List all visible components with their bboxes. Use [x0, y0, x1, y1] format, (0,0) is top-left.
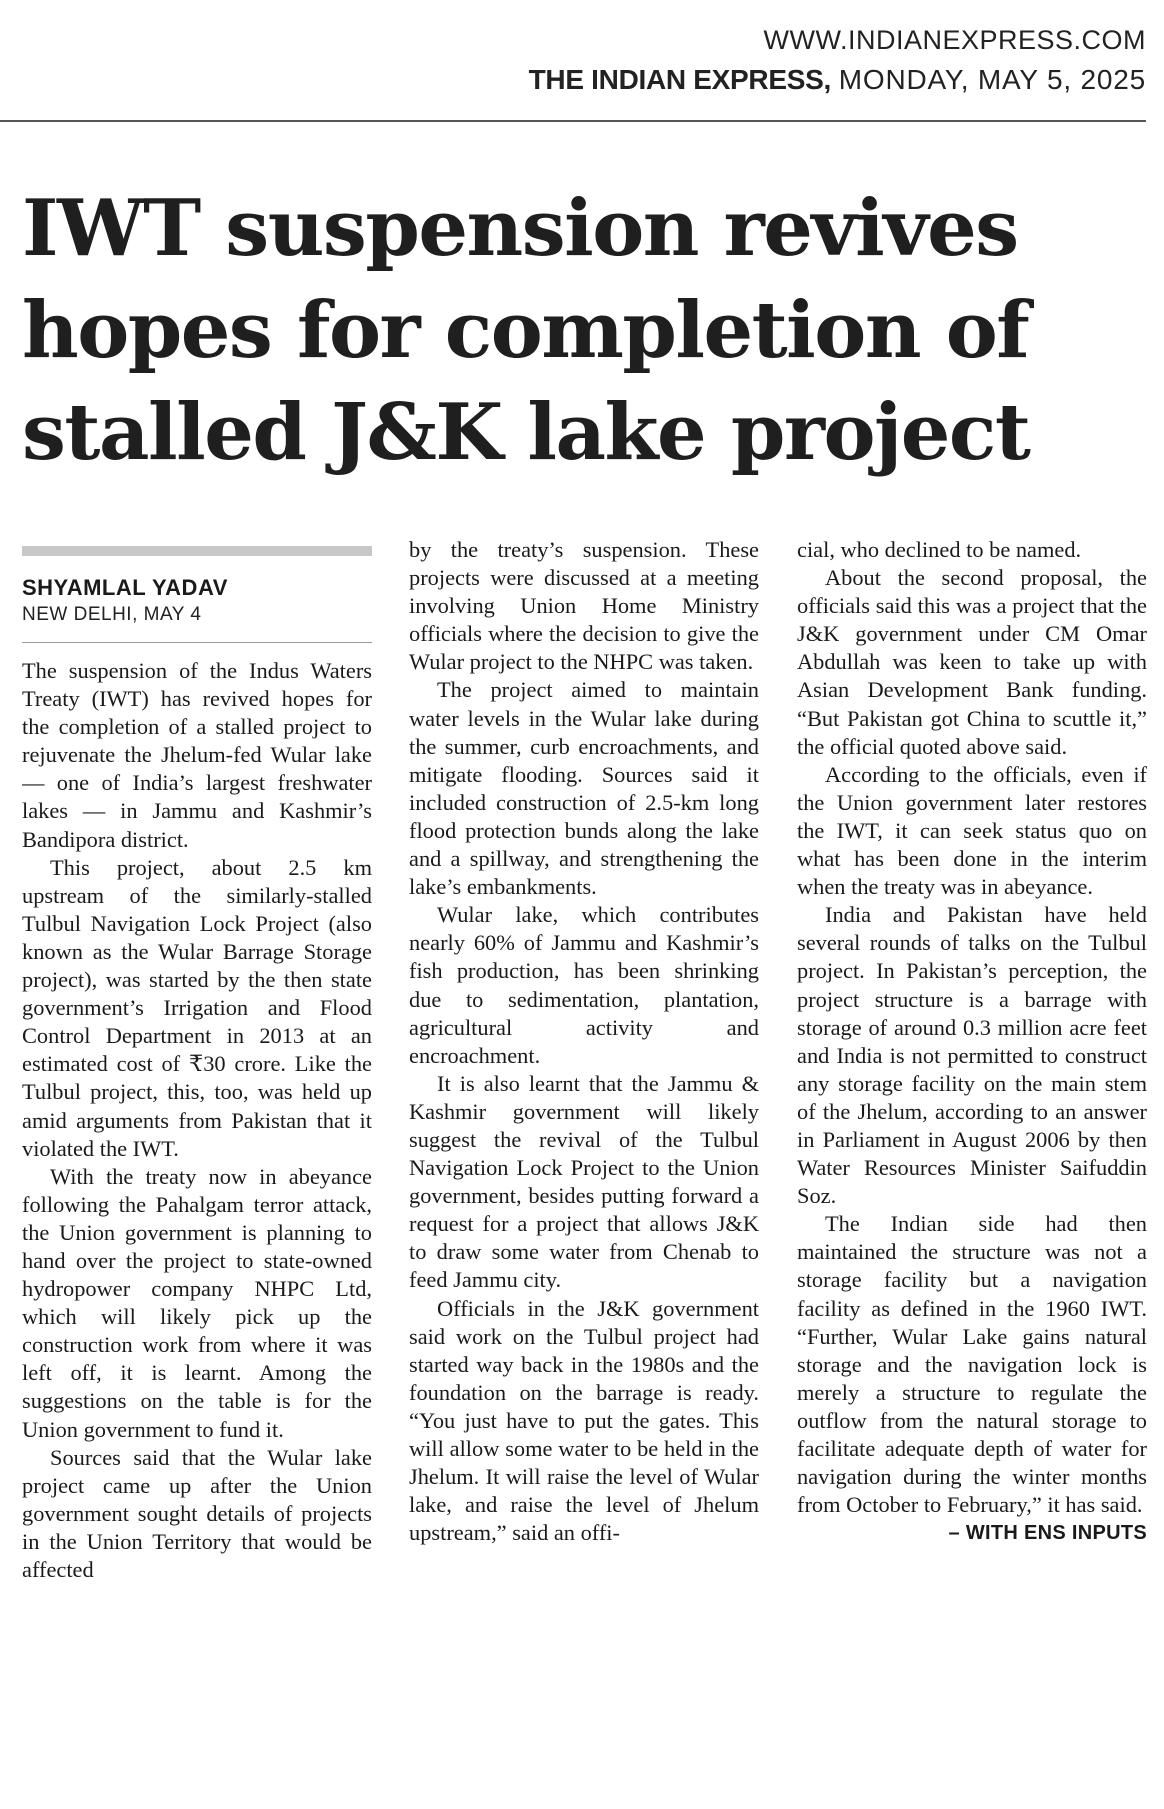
paragraph: This project, about 2.5 km upstream of the similarly-stalled Tulbul Navigation Lock Project (also known as the Wular Barrage Storage project), was started by the then state government’s Irrigation and Flood Control Department in 2013 at an estimated cost of ₹30 crore. Like the Tulbul project, this, too, was held up amid arguments from Pakistan that it violated the IWT. [22, 854, 372, 1161]
paragraph: About the second proposal, the officials said this was a project that the J&K government under CM Omar Abdullah was keen to take up with Asian Development Bank funding. “But Pakistan got China to scuttle it,” the official quoted above said. [797, 565, 1147, 759]
website-url: WWW.INDIANEXPRESS.COM [763, 25, 1146, 55]
byline-divider [22, 642, 372, 643]
issue-date: MONDAY, MAY 5, 2025 [838, 64, 1146, 95]
paragraph: The Indian side had then maintained the structure was not a storage facility but a navigation facility as defined in the 1960 IWT. “Further, Wular Lake gains natural storage and the navigation lock is merely a structure to regulate the outflow from the natural storage to facilitate adequate depth of water for navigation during the winter months from October to February,” it has said. [797, 1211, 1147, 1518]
article-column-1 [22, 540, 372, 1800]
paragraph: by the treaty’s suspension. These projects were discussed at a meeting involving Union Home Ministry officials where the decision to give the Wular project to the NHPC was taken. [409, 537, 759, 675]
paragraph: The suspension of the Indus Waters Treaty (IWT) has revived hopes for the completion of a stalled project to rejuvenate the Jhelum-fed Wular lake — one of India’s largest freshwater lakes — in Jammu and Kashmir’s Bandipora district. [22, 658, 372, 852]
masthead [26, 22, 1146, 100]
paragraph: India and Pakistan have held several rounds of talks on the Tulbul project. In Pakistan’s perception, the project structure is a barrage with storage of around 0.3 million acre feet and India is not permitted to construct any storage facility on the main stem of the Jhelum, according to an answer in Parliament in August 2006 by then Water Resources Minister Saifuddin Soz. [797, 902, 1147, 1209]
header-divider [0, 120, 1146, 122]
headline: IWT suspension revives hopes for completion of stalled J&K lake project [22, 183, 1030, 478]
article-column-3 [797, 536, 1147, 1796]
article-column-2 [409, 536, 759, 1796]
paper-name: THE INDIAN EXPRESS, [528, 64, 831, 95]
dateline: NEW DELHI, MAY 4 [22, 604, 202, 625]
paragraph: With the treaty now in abeyance following the Pahalgam terror attack, the Union government is planning to hand over the project to state-owned hydropower company NHPC Ltd, which will likely pick up the construction work from where it was left off, it is learnt. Among the suggestions on the table is for the Union government to fund it. [22, 1163, 372, 1442]
paragraph: It is also learnt that the Jammu & Kashmir government will likely suggest the revival of the Tulbul Navigation Lock Project to the Union government, besides putting forward a request for a project that allows J&K to draw some water from Chenab to feed Jammu city. [409, 1070, 759, 1293]
paragraph: Officials in the J&K government said work on the Tulbul project had started way back in the 1980s and the foundation on the barrage is ready. “You just have to put the gates. This will allow some water to be held in the Jhelum. It will raise the level of Wular lake, and raise the level of Jhelum upstream,” said an offi- [409, 1295, 759, 1546]
paragraph: According to the officials, even if the Union government later restores the IWT, it can seek status quo on what has been done in the interim when the treaty was in abeyance. [797, 761, 1147, 900]
publication-dateline [26, 60, 1146, 100]
credit-line: – WITH ENS INPUTS [948, 1522, 1147, 1545]
byline-bar [22, 546, 372, 556]
paragraph: The project aimed to maintain water levels in the Wular lake during the summer, curb encroachments, and mitigate flooding. Sources said it included construction of 2.5-km long flood protection bunds along the lake and a spillway, and strengthening the lake’s embankments. [409, 677, 759, 900]
paragraph: Wular lake, which contributes nearly 60% of Jammu and Kashmir’s fish production, has been shrinking due to sedimentation, plantation, agricultural activity and encroachment. [409, 902, 759, 1068]
paragraph: cial, who declined to be named. [797, 537, 1082, 562]
paragraph: Sources said that the Wular lake project came up after the Union government sought details of projects in the Union Territory that would be affected [22, 1444, 372, 1582]
author-name: SHYAMLAL YADAV [22, 575, 228, 600]
